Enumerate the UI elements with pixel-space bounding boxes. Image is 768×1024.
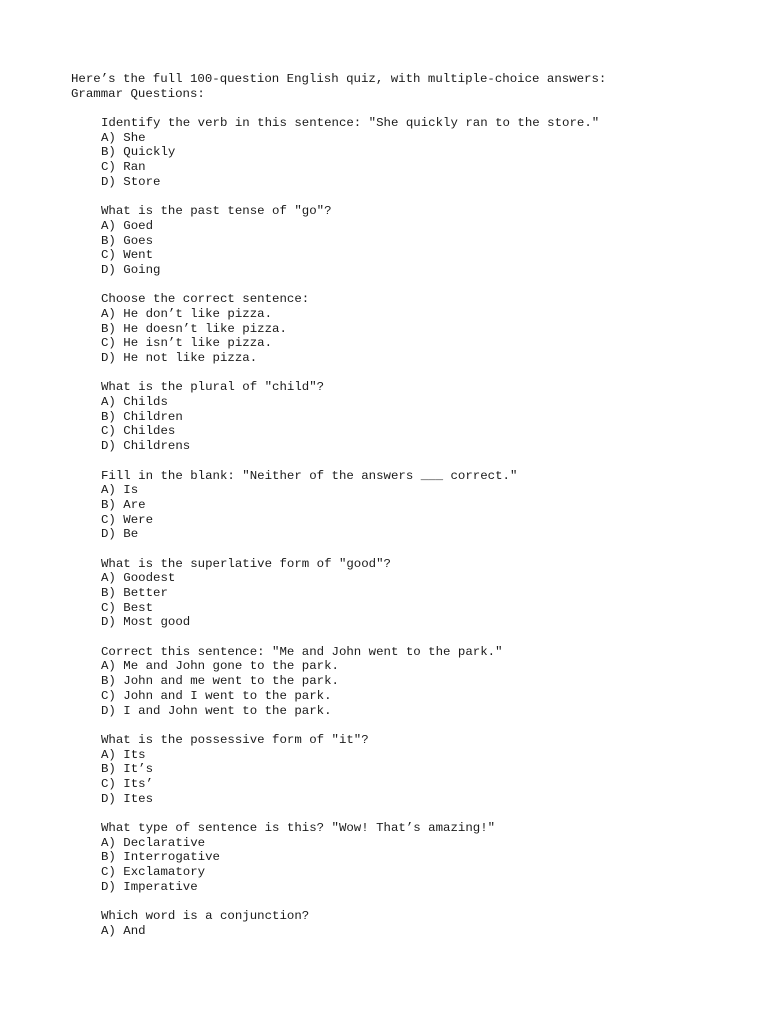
answer-option: A) She xyxy=(101,130,146,145)
answer-option: B) It’s xyxy=(101,762,154,777)
question-block xyxy=(101,204,599,277)
answer-option: C) Exclamatory xyxy=(101,865,206,880)
answer-option: C) Best xyxy=(101,600,154,615)
question-text: Choose the correct sentence: xyxy=(101,292,310,307)
question-list xyxy=(101,116,599,953)
question-block xyxy=(101,469,599,542)
answer-option: A) Its xyxy=(101,747,146,762)
answer-option: D) Store xyxy=(101,174,161,189)
answer-option: C) Its’ xyxy=(101,776,154,791)
question-text: Which word is a conjunction? xyxy=(101,909,310,924)
question-block xyxy=(101,733,599,806)
answer-option: D) I and John went to the park. xyxy=(101,703,332,718)
question-block xyxy=(101,380,599,453)
question-block xyxy=(101,292,599,365)
answer-option: D) Be xyxy=(101,527,139,542)
question-text: What is the past tense of "go"? xyxy=(101,204,332,219)
answer-option: D) Imperative xyxy=(101,879,198,894)
answer-option: C) Went xyxy=(101,248,154,263)
intro-text: Here’s the full 100-question English quiz, with multiple-choice answers: xyxy=(71,72,607,86)
question-block xyxy=(101,116,599,189)
answer-option: A) Me and John gone to the park. xyxy=(101,659,339,674)
answer-option: B) Are xyxy=(101,497,146,512)
answer-option: A) Goed xyxy=(101,218,154,233)
answer-option: C) He isn’t like pizza. xyxy=(101,336,273,351)
answer-option: A) He don’t like pizza. xyxy=(101,306,273,321)
answer-option: D) Going xyxy=(101,262,161,277)
answer-option: A) Declarative xyxy=(101,835,206,850)
section-title: Grammar Questions: xyxy=(71,86,205,101)
question-block xyxy=(101,821,599,894)
question-text: Correct this sentence: "Me and John went to the park." xyxy=(101,644,503,659)
question-block xyxy=(101,909,599,938)
question-text: What is the possessive form of "it"? xyxy=(101,732,369,747)
answer-option: D) Ites xyxy=(101,791,154,806)
question-text: What is the plural of "child"? xyxy=(101,380,325,395)
answer-option: D) Childrens xyxy=(101,439,191,454)
answer-option: A) Goodest xyxy=(101,571,176,586)
answer-option: A) And xyxy=(101,923,146,938)
answer-option: B) Goes xyxy=(101,233,154,248)
answer-option: C) Childes xyxy=(101,424,176,439)
answer-option: A) Childs xyxy=(101,395,168,410)
answer-option: D) He not like pizza. xyxy=(101,351,258,365)
answer-option: C) John and I went to the park. xyxy=(101,688,332,703)
answer-option: C) Were xyxy=(101,512,154,527)
answer-option: D) Most good xyxy=(101,615,191,630)
answer-option: B) He doesn’t like pizza. xyxy=(101,321,287,336)
answer-option: B) Quickly xyxy=(101,145,176,160)
question-block xyxy=(101,645,599,718)
document-header xyxy=(71,72,606,101)
answer-option: B) Better xyxy=(101,586,168,600)
answer-option: B) Interrogative xyxy=(101,850,220,865)
answer-option: A) Is xyxy=(101,483,139,498)
answer-option: B) Children xyxy=(101,409,183,424)
answer-option: B) John and me went to the park. xyxy=(101,674,339,689)
question-text: What is the superlative form of "good"? xyxy=(101,556,391,571)
answer-option: C) Ran xyxy=(101,160,146,175)
question-text: Fill in the blank: "Neither of the answers ___ correct." xyxy=(101,468,518,483)
question-text: What type of sentence is this? "Wow! That’s amazing!" xyxy=(101,821,496,835)
question-text: Identify the verb in this sentence: "She quickly ran to the store." xyxy=(101,116,600,130)
question-block xyxy=(101,557,599,630)
